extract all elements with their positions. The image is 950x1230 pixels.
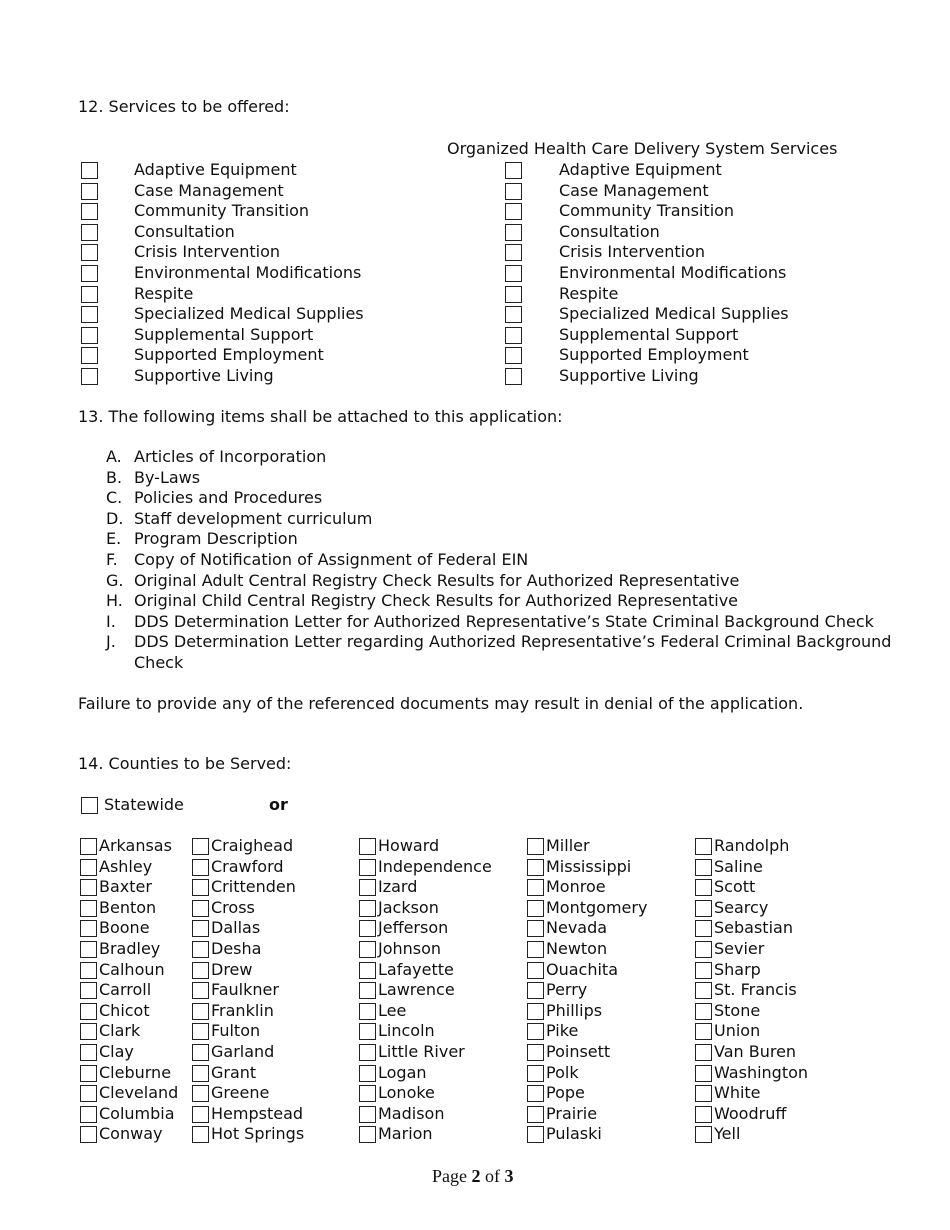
county-label: Polk: [546, 1062, 579, 1082]
attachment-text: Copy of Notification of Assignment of Federal EIN: [134, 550, 529, 569]
county-checkbox[interactable]: [80, 1085, 97, 1102]
county-label: Saline: [714, 856, 763, 876]
county-checkbox[interactable]: [192, 1065, 209, 1082]
county-checkbox[interactable]: [359, 1003, 376, 1020]
county-checkbox[interactable]: [80, 1003, 97, 1020]
county-label: Nevada: [546, 918, 608, 938]
service-left-checkbox[interactable]: [81, 286, 98, 303]
county-label: Marion: [378, 1124, 433, 1144]
county-label: Garland: [211, 1042, 275, 1061]
county-checkbox[interactable]: [527, 1003, 544, 1020]
attachment-text: Original Child Central Registry Check Results for Authorized Representative: [134, 591, 739, 611]
county-label: Grant: [211, 1062, 257, 1082]
county-checkbox[interactable]: [192, 982, 209, 999]
county-checkbox[interactable]: [80, 1106, 97, 1123]
service-right-checkbox[interactable]: [505, 368, 522, 385]
county-label: Conway: [99, 1124, 163, 1144]
attachment-text: Original Adult Central Registry Check Results for Authorized Representative: [134, 570, 740, 590]
attachment-text-continued: Check: [134, 653, 184, 672]
county-label: Sebastian: [714, 918, 793, 938]
county-checkbox[interactable]: [192, 1023, 209, 1040]
attachment-letter: E.: [106, 529, 122, 549]
service-right-label: Adaptive Equipment: [559, 160, 722, 179]
county-checkbox[interactable]: [695, 1065, 712, 1082]
service-right-label: Specialized Medical Supplies: [559, 304, 789, 324]
service-left-checkbox[interactable]: [81, 265, 98, 282]
county-label: Lee: [378, 1000, 407, 1020]
county-label: Lonoke: [378, 1083, 435, 1103]
county-checkbox[interactable]: [80, 941, 97, 958]
county-checkbox[interactable]: [359, 1044, 376, 1061]
service-right-checkbox[interactable]: [505, 347, 522, 364]
attachment-text: Program Description: [134, 529, 298, 549]
county-checkbox[interactable]: [359, 1106, 376, 1123]
county-label: Scott: [714, 877, 756, 897]
attachment-letter: A.: [106, 447, 122, 466]
county-label: Miller: [546, 836, 590, 855]
page-middle: of: [480, 1166, 505, 1186]
service-right-label: Respite: [559, 283, 619, 303]
attachment-text: DDS Determination Letter regarding Authorized Representative’s Federal Criminal Background: [134, 632, 892, 652]
county-label: Woodruff: [714, 1103, 787, 1123]
section-14-title: 14. Counties to be Served:: [78, 754, 292, 773]
service-right-label: Crisis Intervention: [559, 242, 706, 262]
county-checkbox[interactable]: [192, 900, 209, 917]
service-right-checkbox[interactable]: [505, 327, 522, 344]
county-label: St. Francis: [714, 980, 797, 1000]
service-left-label: Respite: [134, 283, 194, 303]
county-checkbox[interactable]: [695, 1106, 712, 1123]
county-checkbox[interactable]: [359, 1065, 376, 1082]
county-label: Cleveland: [99, 1083, 179, 1103]
county-checkbox[interactable]: [359, 879, 376, 896]
service-right-checkbox[interactable]: [505, 183, 522, 200]
service-right-checkbox[interactable]: [505, 306, 522, 323]
service-right-checkbox[interactable]: [505, 203, 522, 220]
service-left-label: Supportive Living: [134, 366, 274, 385]
county-label: Cross: [211, 897, 255, 917]
county-checkbox[interactable]: [527, 1023, 544, 1040]
attachment-letter: B.: [106, 467, 123, 487]
page-current: 2: [471, 1166, 481, 1186]
county-checkbox[interactable]: [695, 900, 712, 917]
county-label: Bradley: [99, 939, 161, 958]
county-checkbox[interactable]: [695, 982, 712, 999]
county-checkbox[interactable]: [359, 941, 376, 958]
county-checkbox[interactable]: [527, 1065, 544, 1082]
county-label: Lafayette: [378, 959, 454, 979]
section-12-title: 12. Services to be offered:: [78, 97, 290, 116]
statewide-label: Statewide: [104, 795, 184, 814]
county-checkbox[interactable]: [527, 941, 544, 958]
county-checkbox[interactable]: [359, 838, 376, 855]
county-label: Columbia: [99, 1103, 175, 1123]
county-checkbox[interactable]: [527, 962, 544, 979]
county-label: Randolph: [714, 836, 790, 855]
county-checkbox[interactable]: [192, 941, 209, 958]
county-checkbox[interactable]: [80, 900, 97, 917]
statewide-checkbox[interactable]: [81, 797, 98, 814]
county-label: Calhoun: [99, 959, 165, 979]
county-label: Crawford: [211, 856, 284, 876]
service-right-checkbox[interactable]: [505, 224, 522, 241]
page-number: [432, 1165, 514, 1187]
ohcds-header: Organized Health Care Delivery System Services: [447, 139, 838, 158]
county-checkbox[interactable]: [527, 1106, 544, 1123]
county-checkbox[interactable]: [192, 1106, 209, 1123]
service-left-label: Environmental Modifications: [134, 263, 362, 282]
county-checkbox[interactable]: [527, 1085, 544, 1102]
county-checkbox[interactable]: [695, 838, 712, 855]
service-left-checkbox[interactable]: [81, 224, 98, 241]
county-label: Prairie: [546, 1103, 598, 1123]
county-label: Johnson: [378, 939, 442, 958]
county-checkbox[interactable]: [695, 1126, 712, 1143]
county-label: Jefferson: [378, 918, 449, 938]
county-checkbox[interactable]: [695, 879, 712, 896]
county-label: Hot Springs: [211, 1124, 305, 1144]
county-checkbox[interactable]: [359, 859, 376, 876]
county-label: Baxter: [99, 877, 152, 897]
county-label: Cleburne: [99, 1062, 172, 1082]
county-checkbox[interactable]: [359, 982, 376, 999]
county-checkbox[interactable]: [359, 1085, 376, 1102]
county-label: Union: [714, 1021, 761, 1041]
county-label: Yell: [714, 1124, 741, 1144]
county-label: Pike: [546, 1021, 579, 1041]
county-checkbox[interactable]: [527, 1044, 544, 1061]
county-label: Jackson: [378, 897, 439, 917]
county-checkbox[interactable]: [695, 1044, 712, 1061]
county-checkbox[interactable]: [527, 1126, 544, 1143]
county-checkbox[interactable]: [695, 1085, 712, 1102]
county-label: Boone: [99, 918, 150, 938]
county-checkbox[interactable]: [695, 920, 712, 937]
or-label: or: [269, 795, 288, 814]
county-checkbox[interactable]: [359, 1023, 376, 1040]
county-label: Searcy: [714, 897, 769, 917]
county-label: Little River: [378, 1042, 465, 1061]
county-label: Logan: [378, 1062, 427, 1082]
attachment-letter: J.: [106, 632, 116, 652]
county-checkbox[interactable]: [192, 962, 209, 979]
county-label: Lawrence: [378, 980, 455, 1000]
county-label: Washington: [714, 1062, 809, 1082]
service-right-checkbox[interactable]: [505, 286, 522, 303]
attachment-letter: C.: [106, 488, 123, 508]
service-left-label: Specialized Medical Supplies: [134, 304, 364, 324]
service-left-label: Crisis Intervention: [134, 242, 281, 262]
service-left-checkbox[interactable]: [81, 327, 98, 344]
attachment-text: Policies and Procedures: [134, 488, 323, 508]
service-right-checkbox[interactable]: [505, 265, 522, 282]
section-13-title: 13. The following items shall be attached to this application:: [78, 407, 563, 426]
service-right-label: Environmental Modifications: [559, 263, 787, 282]
service-left-checkbox[interactable]: [81, 203, 98, 220]
county-label: Clay: [99, 1042, 134, 1061]
page-prefix: Page: [432, 1166, 472, 1186]
county-label: Phillips: [546, 1000, 603, 1020]
service-right-checkbox[interactable]: [505, 244, 522, 261]
service-right-checkbox[interactable]: [505, 162, 522, 179]
service-right-label: Community Transition: [559, 201, 735, 221]
county-label: White: [714, 1083, 761, 1103]
service-left-checkbox[interactable]: [81, 306, 98, 323]
attachment-text: By-Laws: [134, 467, 201, 487]
attachment-letter: D.: [106, 508, 124, 528]
service-left-checkbox[interactable]: [81, 162, 98, 179]
county-checkbox[interactable]: [80, 838, 97, 855]
attachment-text: Staff development curriculum: [134, 508, 373, 528]
service-left-checkbox[interactable]: [81, 183, 98, 200]
service-left-checkbox[interactable]: [81, 368, 98, 385]
county-checkbox[interactable]: [695, 1003, 712, 1020]
county-checkbox[interactable]: [527, 900, 544, 917]
county-checkbox[interactable]: [192, 1003, 209, 1020]
attachment-letter: I.: [106, 611, 116, 631]
county-checkbox[interactable]: [527, 982, 544, 999]
county-checkbox[interactable]: [192, 879, 209, 896]
county-label: Chicot: [99, 1000, 150, 1020]
county-label: Dallas: [211, 918, 261, 938]
county-checkbox[interactable]: [192, 1085, 209, 1102]
county-label: Poinsett: [546, 1042, 611, 1061]
county-checkbox[interactable]: [80, 1023, 97, 1040]
service-left-label: Supplemental Support: [134, 324, 314, 344]
page-total: 3: [504, 1166, 514, 1186]
county-label: Sevier: [714, 939, 765, 958]
county-label: Faulkner: [211, 980, 279, 1000]
county-checkbox[interactable]: [527, 920, 544, 937]
county-label: Lincoln: [378, 1021, 435, 1041]
county-label: Hempstead: [211, 1103, 304, 1123]
county-label: Montgomery: [546, 897, 648, 917]
service-left-checkbox[interactable]: [81, 347, 98, 364]
county-label: Sharp: [714, 959, 761, 979]
county-checkbox[interactable]: [527, 859, 544, 876]
service-right-label: Consultation: [559, 221, 660, 241]
county-label: Drew: [211, 959, 253, 979]
service-left-label: Case Management: [134, 180, 284, 200]
service-left-label: Supported Employment: [134, 345, 324, 365]
county-label: Crittenden: [211, 877, 296, 897]
county-label: Perry: [546, 980, 588, 1000]
county-label: Franklin: [211, 1000, 274, 1020]
county-label: Monroe: [546, 877, 606, 897]
service-left-label: Adaptive Equipment: [134, 160, 297, 179]
county-label: Van Buren: [714, 1042, 797, 1061]
attachment-letter: G.: [106, 570, 124, 590]
county-checkbox[interactable]: [192, 1126, 209, 1143]
service-right-label: Supported Employment: [559, 345, 749, 365]
county-checkbox[interactable]: [80, 1126, 97, 1143]
county-checkbox[interactable]: [695, 1023, 712, 1040]
county-label: Pope: [546, 1083, 585, 1103]
county-checkbox[interactable]: [695, 941, 712, 958]
county-label: Benton: [99, 897, 157, 917]
county-label: Independence: [378, 856, 492, 876]
county-checkbox[interactable]: [80, 962, 97, 979]
county-checkbox[interactable]: [192, 1044, 209, 1061]
county-label: Fulton: [211, 1021, 261, 1041]
county-checkbox[interactable]: [80, 859, 97, 876]
county-label: Arkansas: [99, 836, 172, 855]
service-left-checkbox[interactable]: [81, 244, 98, 261]
service-right-label: Case Management: [559, 180, 709, 200]
county-checkbox[interactable]: [359, 920, 376, 937]
county-checkbox[interactable]: [527, 838, 544, 855]
county-label: Ashley: [99, 856, 153, 876]
service-right-label: Supplemental Support: [559, 324, 739, 344]
service-right-label: Supportive Living: [559, 366, 699, 385]
county-label: Clark: [99, 1021, 141, 1041]
county-checkbox[interactable]: [80, 920, 97, 937]
county-checkbox[interactable]: [192, 838, 209, 855]
failure-warning: Failure to provide any of the referenced documents may result in denial of the application.: [78, 694, 804, 713]
county-label: Desha: [211, 939, 262, 958]
county-label: Newton: [546, 939, 608, 958]
county-checkbox[interactable]: [80, 879, 97, 896]
county-checkbox[interactable]: [359, 1126, 376, 1143]
attachment-text: DDS Determination Letter for Authorized Representative’s State Criminal Background Check: [134, 611, 874, 631]
attachment-letter: F.: [106, 550, 118, 569]
county-label: Carroll: [99, 980, 152, 1000]
county-label: Greene: [211, 1083, 270, 1103]
county-checkbox[interactable]: [192, 920, 209, 937]
county-checkbox[interactable]: [80, 982, 97, 999]
county-label: Izard: [378, 877, 418, 897]
county-label: Stone: [714, 1000, 761, 1020]
attachment-text: Articles of Incorporation: [134, 447, 327, 466]
county-checkbox[interactable]: [527, 879, 544, 896]
county-checkbox[interactable]: [359, 900, 376, 917]
county-checkbox[interactable]: [192, 859, 209, 876]
county-checkbox[interactable]: [695, 962, 712, 979]
county-checkbox[interactable]: [80, 1044, 97, 1061]
county-label: Craighead: [211, 836, 294, 855]
county-checkbox[interactable]: [80, 1065, 97, 1082]
county-label: Madison: [378, 1103, 445, 1123]
county-label: Mississippi: [546, 856, 632, 876]
county-label: Ouachita: [546, 959, 618, 979]
county-checkbox[interactable]: [359, 962, 376, 979]
county-checkbox[interactable]: [695, 859, 712, 876]
service-left-label: Community Transition: [134, 201, 310, 221]
attachment-letter: H.: [106, 591, 123, 611]
service-left-label: Consultation: [134, 221, 235, 241]
county-label: Howard: [378, 836, 440, 855]
county-label: Pulaski: [546, 1124, 602, 1144]
